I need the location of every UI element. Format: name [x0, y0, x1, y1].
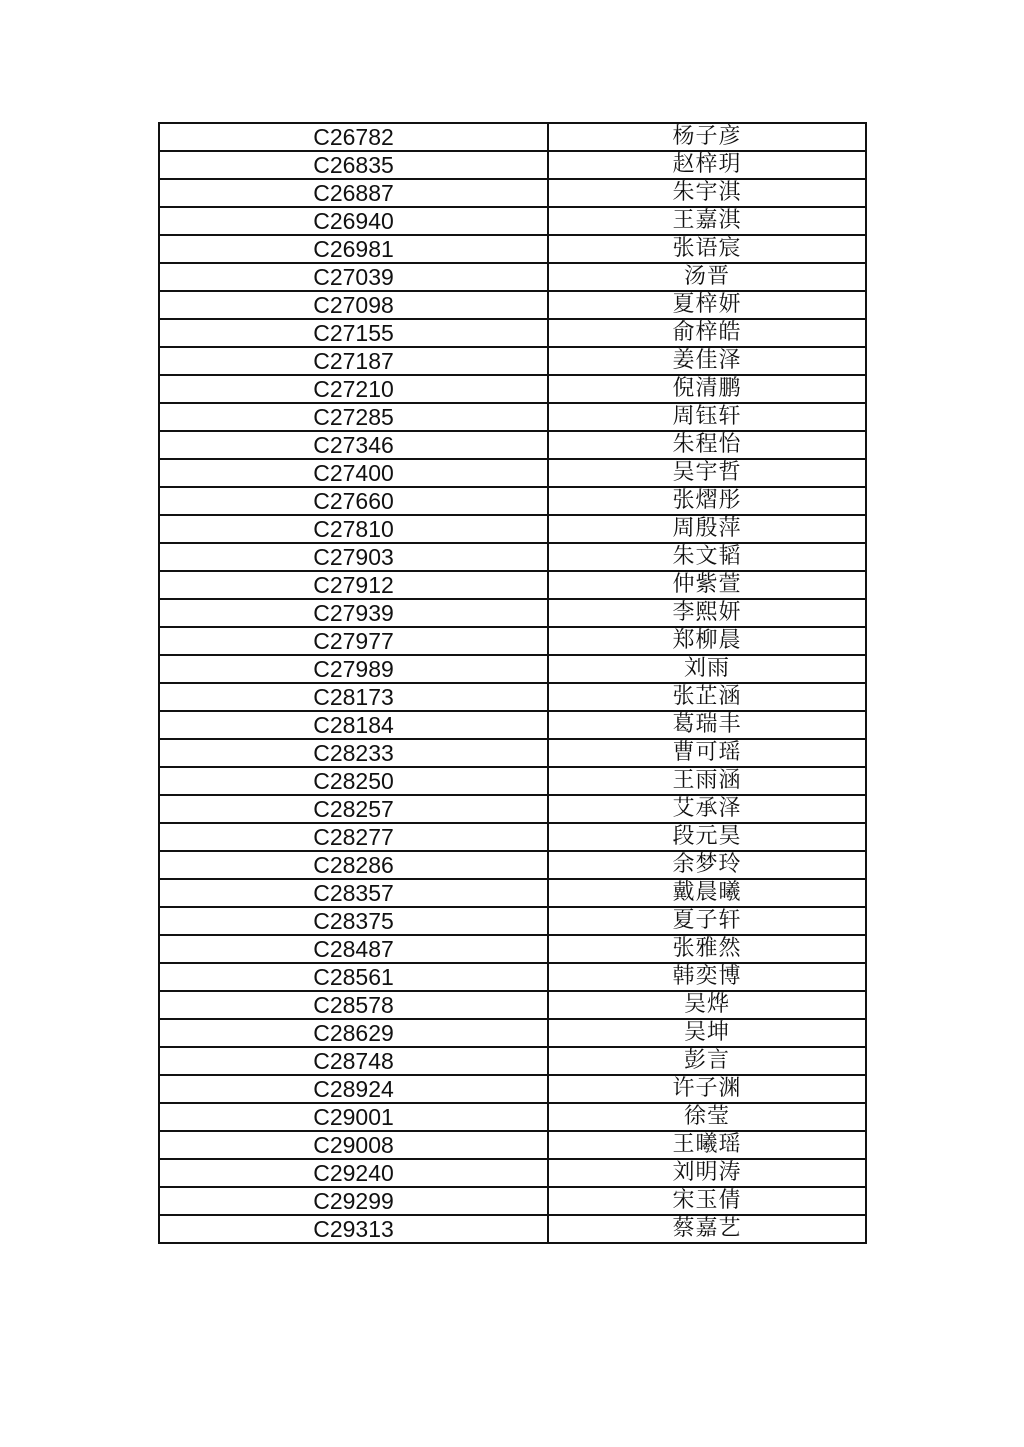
student-name-cell: 杨子彦	[548, 123, 866, 151]
table-row	[159, 599, 866, 627]
student-name-cell: 许子渊	[548, 1075, 866, 1103]
table-row	[159, 627, 866, 655]
roster-table	[158, 122, 867, 1244]
table-row	[159, 655, 866, 683]
table-row	[159, 151, 866, 179]
table-row	[159, 1047, 866, 1075]
student-name-cell: 刘雨	[548, 655, 866, 683]
student-id-cell: C29240	[159, 1159, 548, 1187]
table-row	[159, 767, 866, 795]
table-row	[159, 347, 866, 375]
student-name-cell: 朱文韬	[548, 543, 866, 571]
student-name-cell: 姜佳泽	[548, 347, 866, 375]
table-row	[159, 963, 866, 991]
table-row	[159, 823, 866, 851]
student-id-cell: C28286	[159, 851, 548, 879]
student-name-cell: 张熠彤	[548, 487, 866, 515]
table-row	[159, 543, 866, 571]
table-row	[159, 375, 866, 403]
student-id-cell: C27912	[159, 571, 548, 599]
table-row	[159, 459, 866, 487]
table-row	[159, 907, 866, 935]
student-id-cell: C27989	[159, 655, 548, 683]
student-id-cell: C26782	[159, 123, 548, 151]
student-name-cell: 周殷萍	[548, 515, 866, 543]
student-id-cell: C27400	[159, 459, 548, 487]
student-name-cell: 蔡嘉艺	[548, 1215, 866, 1243]
student-name-cell: 吴烨	[548, 991, 866, 1019]
table-row	[159, 1215, 866, 1243]
table-row	[159, 1075, 866, 1103]
roster-table-body	[159, 123, 866, 1243]
student-id-cell: C28233	[159, 739, 548, 767]
table-row	[159, 515, 866, 543]
student-id-cell: C28561	[159, 963, 548, 991]
student-id-cell: C27903	[159, 543, 548, 571]
student-name-cell: 王嘉淇	[548, 207, 866, 235]
student-id-cell: C26981	[159, 235, 548, 263]
student-id-cell: C28924	[159, 1075, 548, 1103]
student-name-cell: 汤晋	[548, 263, 866, 291]
table-row	[159, 431, 866, 459]
student-id-cell: C28748	[159, 1047, 548, 1075]
student-id-cell: C29313	[159, 1215, 548, 1243]
student-name-cell: 张芷涵	[548, 683, 866, 711]
table-row	[159, 1159, 866, 1187]
student-id-cell: C28629	[159, 1019, 548, 1047]
student-name-cell: 王雨涵	[548, 767, 866, 795]
student-id-cell: C27098	[159, 291, 548, 319]
table-row	[159, 319, 866, 347]
table-row	[159, 235, 866, 263]
student-id-cell: C28184	[159, 711, 548, 739]
table-row	[159, 291, 866, 319]
student-id-cell: C27660	[159, 487, 548, 515]
student-id-cell: C26835	[159, 151, 548, 179]
table-row	[159, 879, 866, 907]
student-id-cell: C27939	[159, 599, 548, 627]
student-name-cell: 赵梓玥	[548, 151, 866, 179]
table-row	[159, 487, 866, 515]
student-name-cell: 夏子轩	[548, 907, 866, 935]
student-id-cell: C28257	[159, 795, 548, 823]
table-row	[159, 207, 866, 235]
student-id-cell: C27039	[159, 263, 548, 291]
student-id-cell: C28277	[159, 823, 548, 851]
student-name-cell: 朱程怡	[548, 431, 866, 459]
student-id-cell: C28173	[159, 683, 548, 711]
table-row	[159, 1019, 866, 1047]
student-name-cell: 倪清鹏	[548, 375, 866, 403]
student-id-cell: C29001	[159, 1103, 548, 1131]
student-name-cell: 仲紫萱	[548, 571, 866, 599]
student-name-cell: 徐莹	[548, 1103, 866, 1131]
table-row	[159, 1187, 866, 1215]
table-row	[159, 711, 866, 739]
student-id-cell: C27285	[159, 403, 548, 431]
student-id-cell: C27210	[159, 375, 548, 403]
student-name-cell: 张雅然	[548, 935, 866, 963]
table-row	[159, 1103, 866, 1131]
student-id-cell: C29299	[159, 1187, 548, 1215]
student-id-cell: C26940	[159, 207, 548, 235]
student-name-cell: 李熙妍	[548, 599, 866, 627]
table-row	[159, 991, 866, 1019]
student-name-cell: 张语宸	[548, 235, 866, 263]
table-row	[159, 403, 866, 431]
table-row	[159, 123, 866, 151]
student-name-cell: 宋玉倩	[548, 1187, 866, 1215]
table-row	[159, 935, 866, 963]
student-name-cell: 王曦瑶	[548, 1131, 866, 1159]
student-name-cell: 刘明涛	[548, 1159, 866, 1187]
table-row	[159, 739, 866, 767]
student-id-cell: C27346	[159, 431, 548, 459]
table-row	[159, 795, 866, 823]
table-row	[159, 683, 866, 711]
table-row	[159, 179, 866, 207]
student-name-cell: 韩奕博	[548, 963, 866, 991]
student-name-cell: 曹可瑶	[548, 739, 866, 767]
student-id-cell: C28357	[159, 879, 548, 907]
table-row	[159, 263, 866, 291]
student-name-cell: 郑柳晨	[548, 627, 866, 655]
table-row	[159, 851, 866, 879]
student-name-cell: 葛瑞丰	[548, 711, 866, 739]
student-name-cell: 彭言	[548, 1047, 866, 1075]
student-id-cell: C26887	[159, 179, 548, 207]
student-id-cell: C28578	[159, 991, 548, 1019]
table-row	[159, 1131, 866, 1159]
student-name-cell: 戴晨曦	[548, 879, 866, 907]
student-id-cell: C27977	[159, 627, 548, 655]
student-id-cell: C27155	[159, 319, 548, 347]
student-id-cell: C29008	[159, 1131, 548, 1159]
student-name-cell: 朱宇淇	[548, 179, 866, 207]
table-row	[159, 571, 866, 599]
student-id-cell: C27810	[159, 515, 548, 543]
student-name-cell: 吴宇哲	[548, 459, 866, 487]
student-name-cell: 余梦玲	[548, 851, 866, 879]
student-id-cell: C27187	[159, 347, 548, 375]
student-name-cell: 夏梓妍	[548, 291, 866, 319]
student-id-cell: C28375	[159, 907, 548, 935]
student-name-cell: 艾承泽	[548, 795, 866, 823]
student-name-cell: 周钰轩	[548, 403, 866, 431]
student-id-cell: C28487	[159, 935, 548, 963]
student-name-cell: 吴坤	[548, 1019, 866, 1047]
student-id-cell: C28250	[159, 767, 548, 795]
student-name-cell: 俞梓皓	[548, 319, 866, 347]
student-name-cell: 段元昊	[548, 823, 866, 851]
